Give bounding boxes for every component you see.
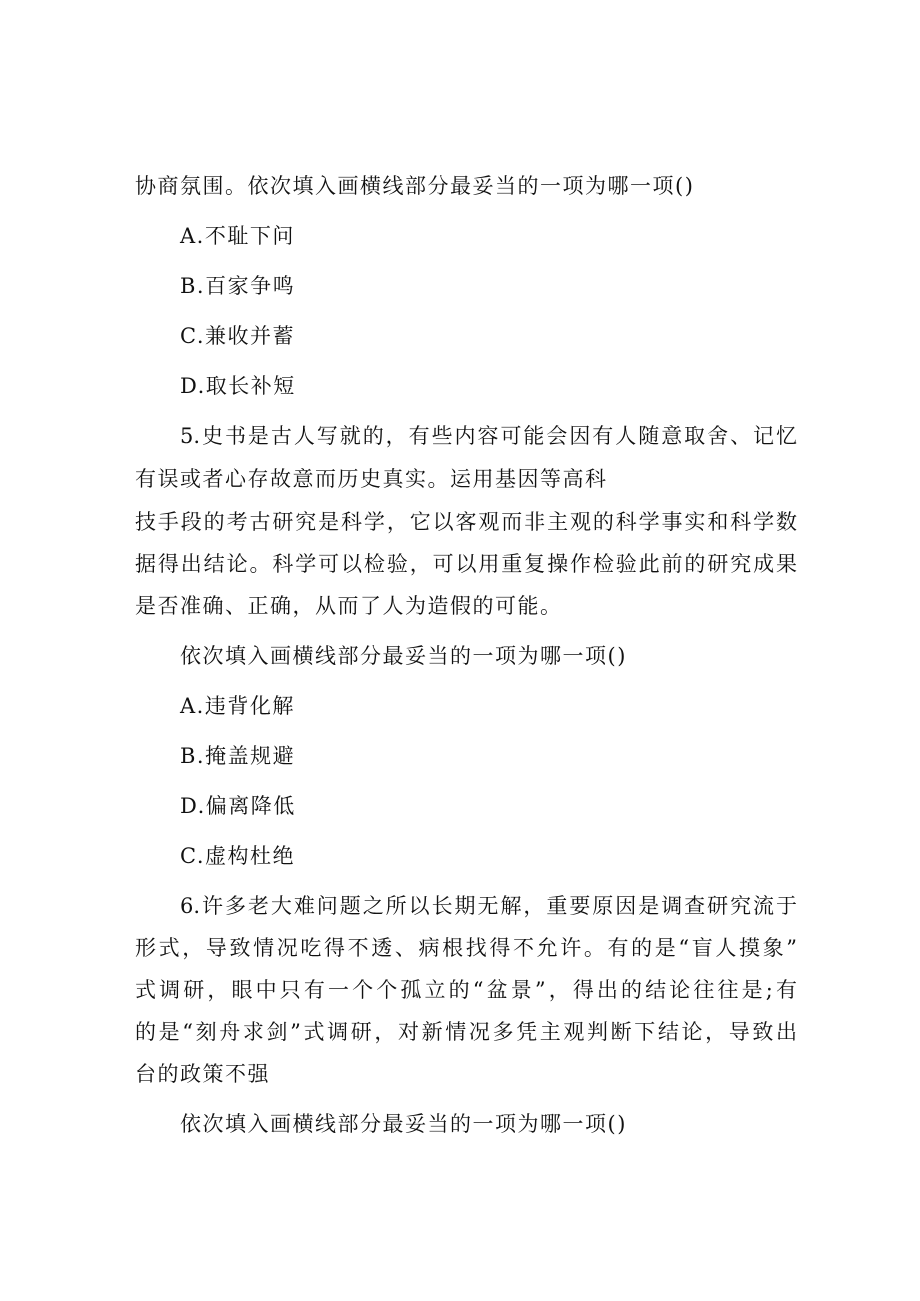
question-6-line-3: 式调研，眼中只有一个个孤立的“盆景”，得出的结论往往是;有 bbox=[135, 978, 797, 1002]
question-6-prompt: 依次填入画横线部分最妥当的一项为哪一项() bbox=[180, 1112, 627, 1136]
q4-option-c: C.兼收并蓄 bbox=[180, 324, 295, 348]
q5-option-d: D.偏离降低 bbox=[180, 794, 296, 818]
q5-option-b: B.掩盖规避 bbox=[180, 744, 296, 768]
question-5-prompt: 依次填入画横线部分最妥当的一项为哪一项() bbox=[180, 644, 627, 668]
question-6-line-4: 的是“刻舟求剑”式调研，对新情况多凭主观判断下结论，导致出 bbox=[135, 1020, 797, 1044]
q5-option-c: C.虚构杜绝 bbox=[180, 844, 295, 868]
question-6-line-1: 6.许多老大难问题之所以长期无解，重要原因是调查研究流于 bbox=[180, 894, 797, 918]
question-6-line-5: 台的政策不强 bbox=[135, 1062, 270, 1086]
question-5-line-1: 5.史书是古人写就的，有些内容可能会因有人随意取舍、记忆 bbox=[180, 424, 797, 448]
q4-option-a: A.不耻下问 bbox=[180, 224, 295, 248]
question-5-line-5: 是否准确、正确，从而了人为造假的可能。 bbox=[135, 594, 563, 618]
question-4-stem-end: 协商氛围。依次填入画横线部分最妥当的一项为哪一项() bbox=[135, 174, 695, 198]
q4-option-b: B.百家争鸣 bbox=[180, 274, 296, 298]
question-5-line-2: 有误或者心存故意而历史真实。运用基因等高科 bbox=[135, 467, 608, 491]
question-5-line-3: 技手段的考古研究是科学，它以客观而非主观的科学事实和科学数 bbox=[135, 510, 797, 534]
question-6-line-2: 形式，导致情况吃得不透、病根找得不允许。有的是“盲人摸象” bbox=[135, 936, 797, 960]
q5-option-a: A.违背化解 bbox=[180, 694, 295, 718]
question-5-line-4: 据得出结论。科学可以检验，可以用重复操作检验此前的研究成果 bbox=[135, 552, 797, 576]
q4-option-d: D.取长补短 bbox=[180, 374, 296, 398]
